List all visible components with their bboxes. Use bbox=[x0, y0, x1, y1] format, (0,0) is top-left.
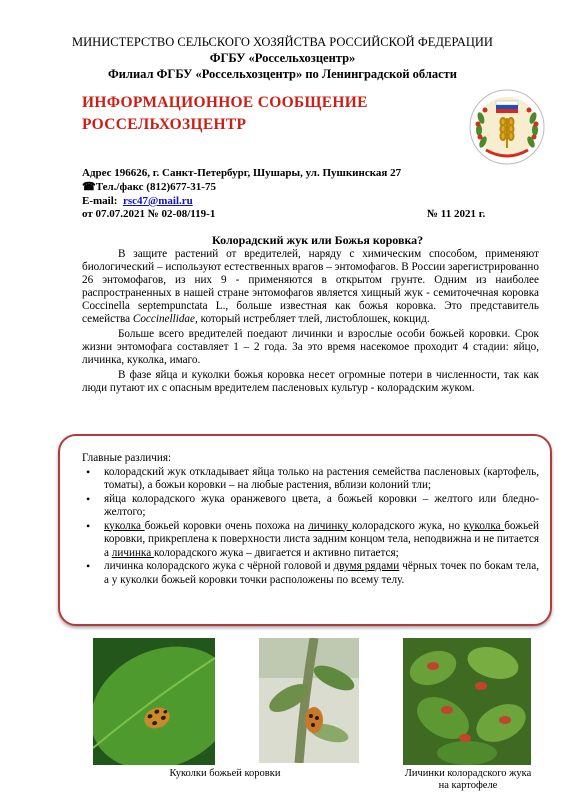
caption-colorado-larvae-line2: на картофеле bbox=[438, 780, 498, 791]
differences-content bbox=[82, 452, 539, 587]
differences-title: Главные различия: bbox=[82, 452, 172, 464]
paragraph-1 bbox=[82, 248, 539, 326]
word-kukolka: куколка bbox=[104, 519, 145, 532]
caption-colorado-larvae-line1: Личинки колорадского жука bbox=[404, 768, 532, 779]
b3-text-1: божьей коровки очень похожа на bbox=[144, 519, 309, 532]
page-title: ИНФОРМАЦИОННОЕ СООБЩЕНИЕ bbox=[82, 94, 368, 111]
p1-text-end: , который истребляет тлей, листоблошек, кокцид. bbox=[195, 313, 430, 325]
org-line: ФГБУ «Россельхозцентр» bbox=[209, 51, 356, 65]
phone-icon: ☎ bbox=[82, 181, 96, 193]
difference-item-2: • яйца колорадского жука оранжевого цвета, а божьей коровки – желтого или бледно-желтого; bbox=[82, 493, 539, 520]
word-lichinka: личинка bbox=[111, 546, 154, 559]
b3-text-3: божьей коровки, прикреплена к поверхности листа задним концом тела, неподвижна и не питается а bbox=[104, 519, 540, 559]
issue-number: № 11 2021 г. bbox=[427, 208, 486, 220]
date-ref: от 07.07.2021 № 02-08/119-1 bbox=[82, 208, 216, 220]
b3-text-4: колорадского жука – двигается и активно питается; bbox=[153, 546, 399, 559]
difference-item-4 bbox=[82, 560, 539, 587]
differences-list bbox=[82, 466, 539, 588]
email-link[interactable]: rsc47@mail.ru bbox=[122, 195, 193, 207]
emblem-logo bbox=[468, 88, 546, 166]
p1-family: Coccinellidae bbox=[132, 313, 195, 325]
email-row bbox=[82, 195, 193, 208]
b4-text-1: личинка колорадского жука с чёрной головой и bbox=[104, 560, 334, 572]
word-dvumya-ryadami: двумя рядами bbox=[333, 560, 400, 572]
branch-line: Филиал ФГБУ «Россельхозцентр» по Ленинградской области bbox=[108, 67, 457, 81]
b3-text-2: колорадского жука, но bbox=[351, 519, 464, 532]
paragraph-2: Больше всего вредителей поедают личинки и взрослые особи божьей коровки. Срок жизни энтомофага составляет 1 – 2 года. За это время насекомое проходит 4 стадии: яйцо, личинка, куколка, имаго. bbox=[82, 328, 539, 366]
address-line: Адрес 196626, г. Санкт-Петербург, Шушары, ул. Пушкинская 27 bbox=[82, 167, 402, 179]
caption-ladybird-pupae: Куколки божьей коровки bbox=[169, 768, 281, 779]
photo-colorado-larvae bbox=[403, 638, 531, 765]
p1-text: В защите растений от вредителей, наряду с химическим способом, применяют биологический – используют естественных врагов – энтомофагов. В России зарегистрированно 26 энтомофагов, из них 9 - применяются в открытом грунте. Одним из наиболее распространенных в нашей стране энтомофагов является хищный жук - семиточечная коровка Coccinella septempunctata L., больше известная как божья коровка. Это представитель семейства bbox=[82, 248, 539, 325]
photo-ladybird-pupa bbox=[93, 638, 215, 765]
article-heading: Колорадский жук или Божья коровка? bbox=[212, 233, 424, 247]
difference-item-3 bbox=[82, 520, 539, 561]
email-label: E-mail: bbox=[82, 195, 118, 207]
paragraph-3: В фазе яйца и куколки божья коровка несет огромные потери в численности, так как люди путают их с опасным вредителем пасленовых культур - колорадским жуком. bbox=[82, 369, 539, 394]
b4-text-2: чёрных точек по бокам тела, а у куколки божьей коровки точки расположены по всему телу. bbox=[104, 560, 539, 586]
phone-text: Тел./факс (812)677-31-75 bbox=[95, 181, 216, 193]
phone-row bbox=[82, 181, 216, 194]
article-body bbox=[82, 248, 539, 395]
difference-item-1: • колорадский жук откладывает яйца только на растения семейства пасленовых (картофель, томаты), а божьи коровки – на любые растения, вблизи колоний тли; bbox=[82, 466, 539, 493]
word-lichinku: личинку bbox=[308, 519, 352, 532]
word-kukolka-2: куколка bbox=[463, 519, 505, 532]
page-subtitle: РОССЕЛЬХОЗЦЕНТР bbox=[82, 116, 247, 133]
ministry-line: МИНИСТЕРСТВО СЕЛЬСКОГО ХОЗЯЙСТВА РОССИЙСКОЙ ФЕДЕРАЦИИ bbox=[72, 35, 493, 49]
photo-pupa-on-stem bbox=[259, 638, 359, 763]
